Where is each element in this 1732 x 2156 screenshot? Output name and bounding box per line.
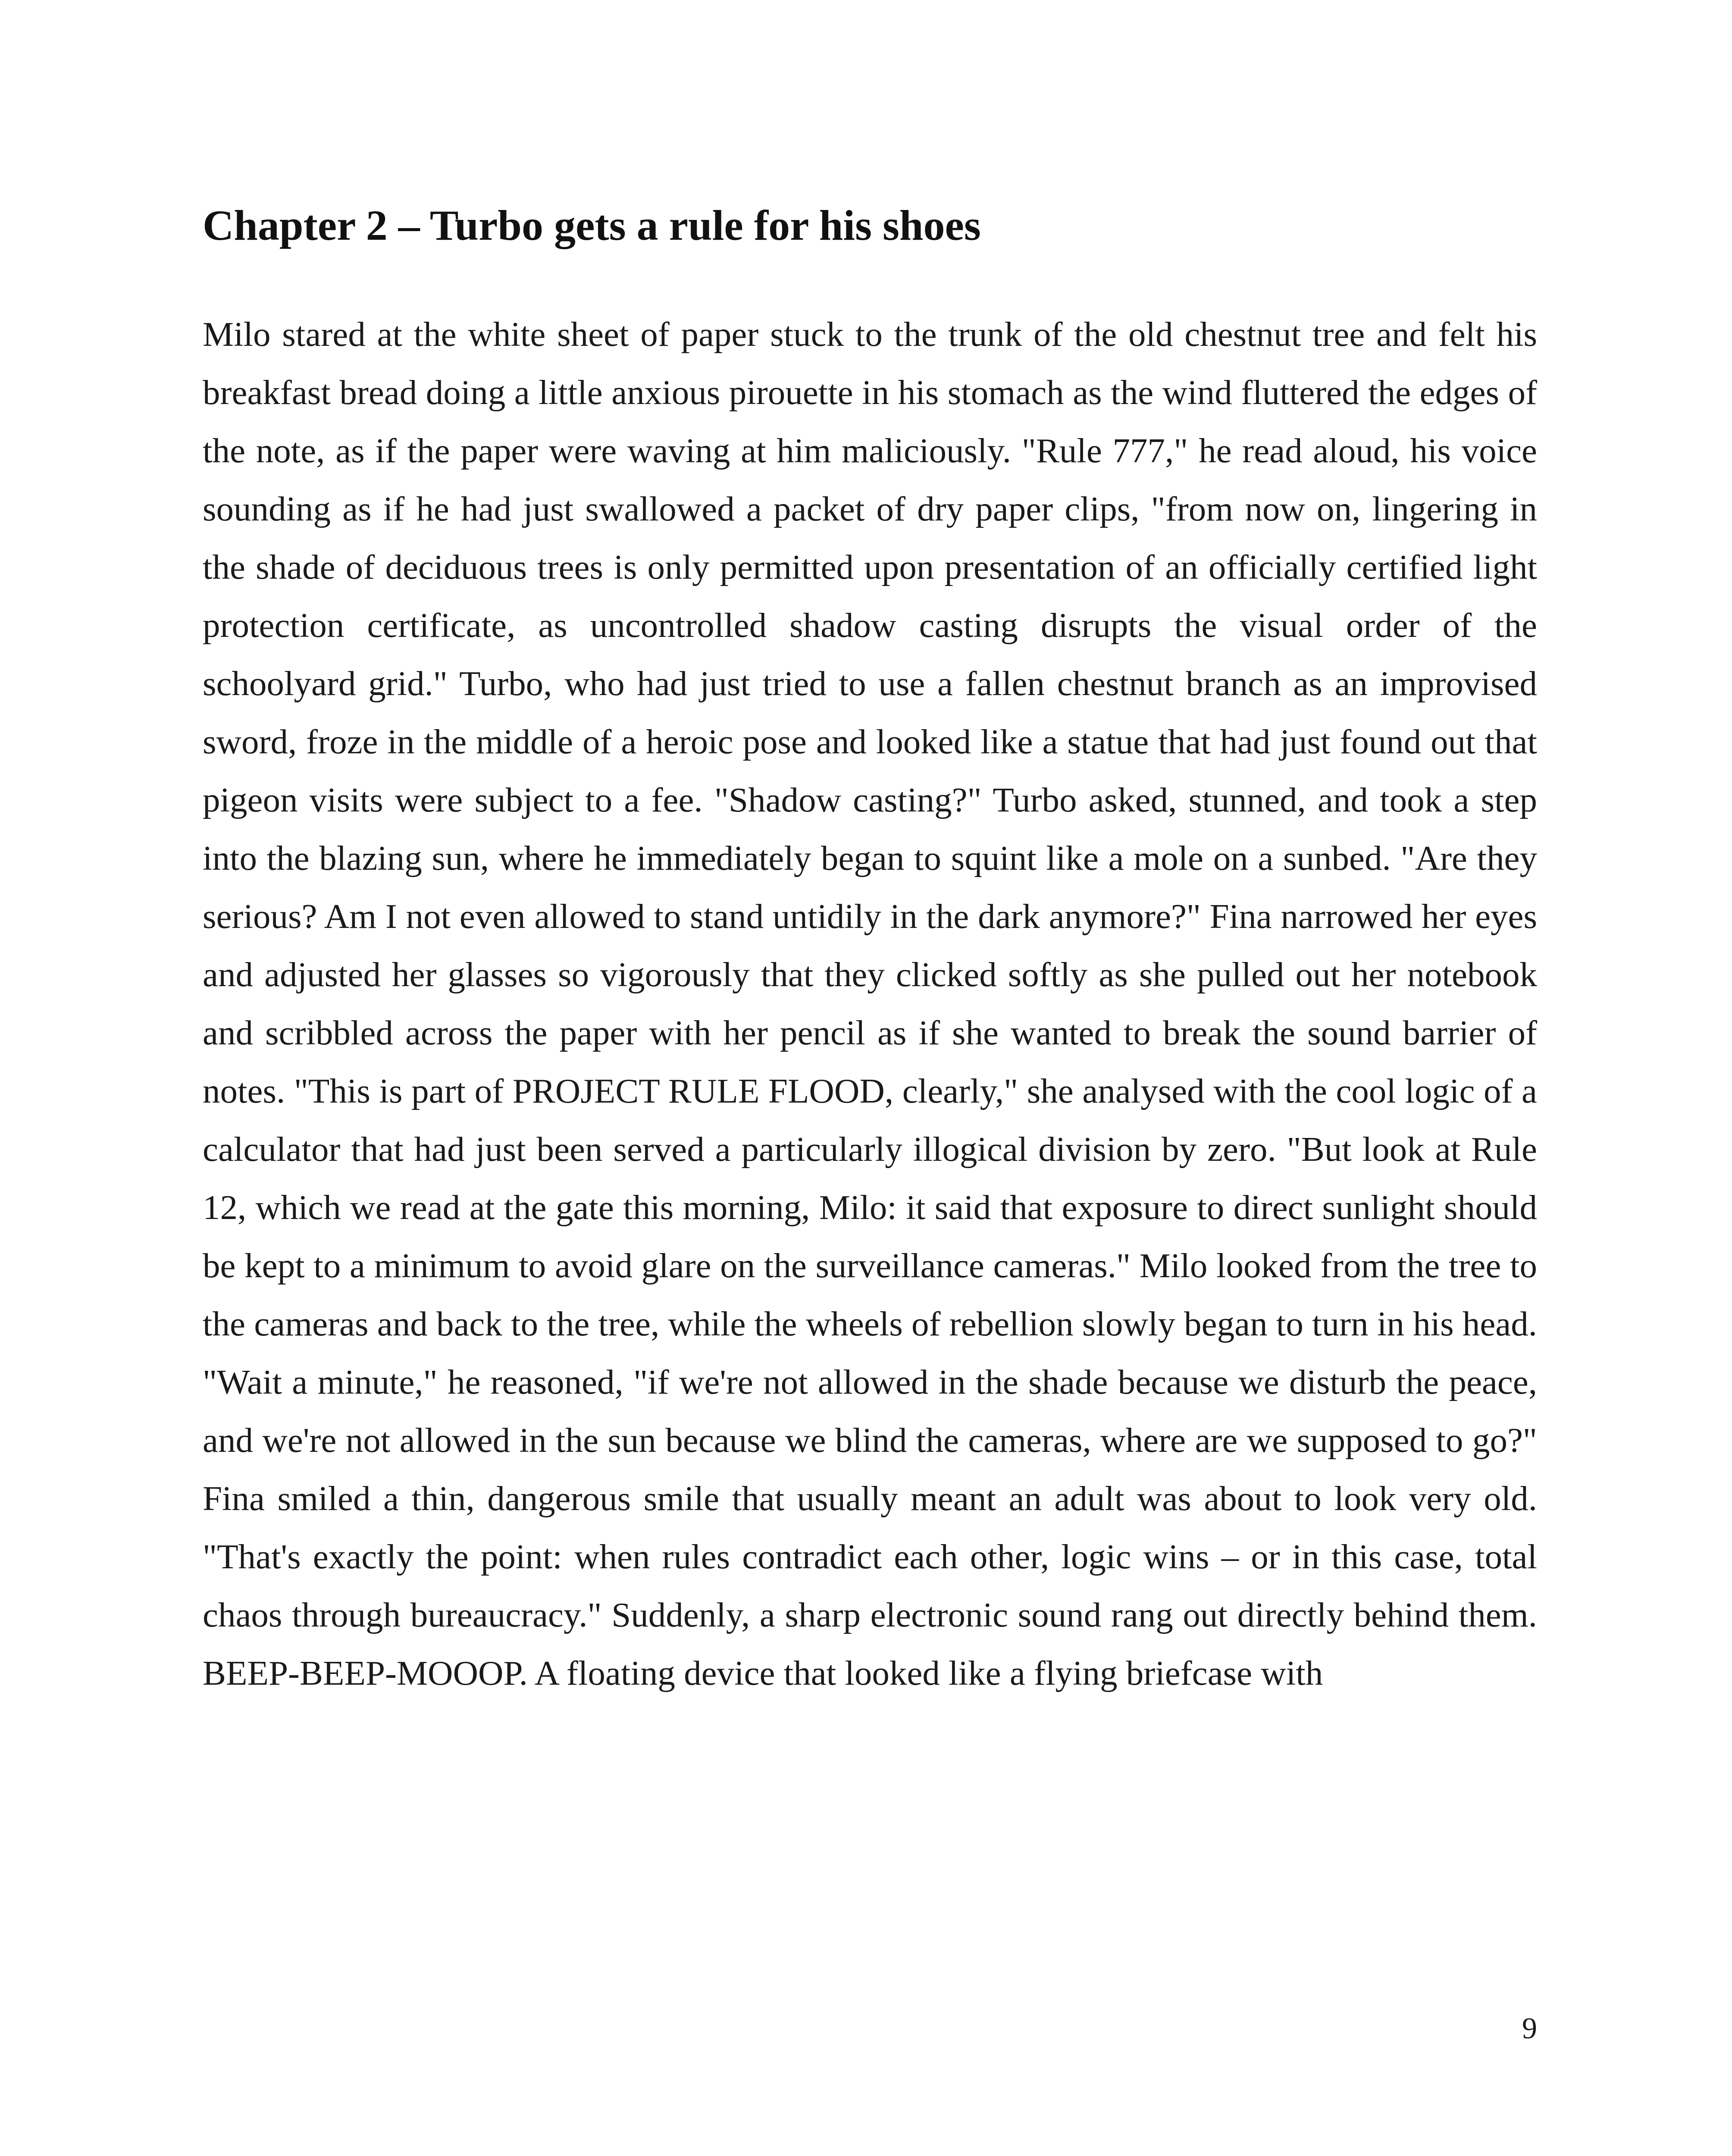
page-number: 9 (1522, 2012, 1537, 2045)
chapter-title: Chapter 2 – Turbo gets a rule for his shoes (203, 201, 981, 249)
body-paragraph: Milo stared at the white sheet of paper stuck to the trunk of the old chestnut tree and felt his breakfast bread doing a little anxious pirouette in his stomach as the wind fluttered the edges of the note, as if the paper were waving at him maliciously. "Rule 777," he read aloud, his voice sounding as if he had just swallowed a packet of dry paper clips, "from now on, lingering in the shade of deciduous trees is only permitted upon presentation of an officially certified light protection certificate, as uncontrolled shadow casting disrupts the visual order of the schoolyard grid." Turbo, who had just tried to use a fallen chestnut branch as an improvised sword, froze in the middle of a heroic pose and looked like a statue that had just found out that pigeon visits were subject to a fee. "Shadow casting?" Turbo asked, stunned, and took a step into the blazing sun, where he immediately began to squint like a mole on a sunbed. "Are they serious? Am I not even allowed to stand untidily in the dark anymore?" Fina narrowed her eyes and adjusted her glasses so vigorously that they clicked softly as she pulled out her notebook and scribbled across the paper with her pencil as if she wanted to break the sound barrier of notes. "This is part of PROJECT RULE FLOOD, clearly," she analysed with the cool logic of a calculator that had just been served a particularly illogical division by zero. "But look at Rule 12, which we read at the gate this morning, Milo: it said that exposure to direct sunlight should be kept to a minimum to avoid glare on the surveillance cameras." Milo looked from the tree to the cameras and back to the tree, while the wheels of rebellion slowly began to turn in his head. "Wait a minute," he reasoned, "if we're not allowed in the shade because we disturb the peace, and we're not allowed in the sun because we blind the cameras, where are we supposed to go?" Fina smiled a thin, dangerous smile that usually meant an adult was about to look very old. "That's exactly the point: when rules contradict each other, logic wins – or in this case, total chaos through bureaucracy." Suddenly, a sharp electronic sound rang out directly behind them. BEEP-BEEP-MOOOP. A floating device that looked like a flying briefcase with (203, 315, 1538, 1692)
